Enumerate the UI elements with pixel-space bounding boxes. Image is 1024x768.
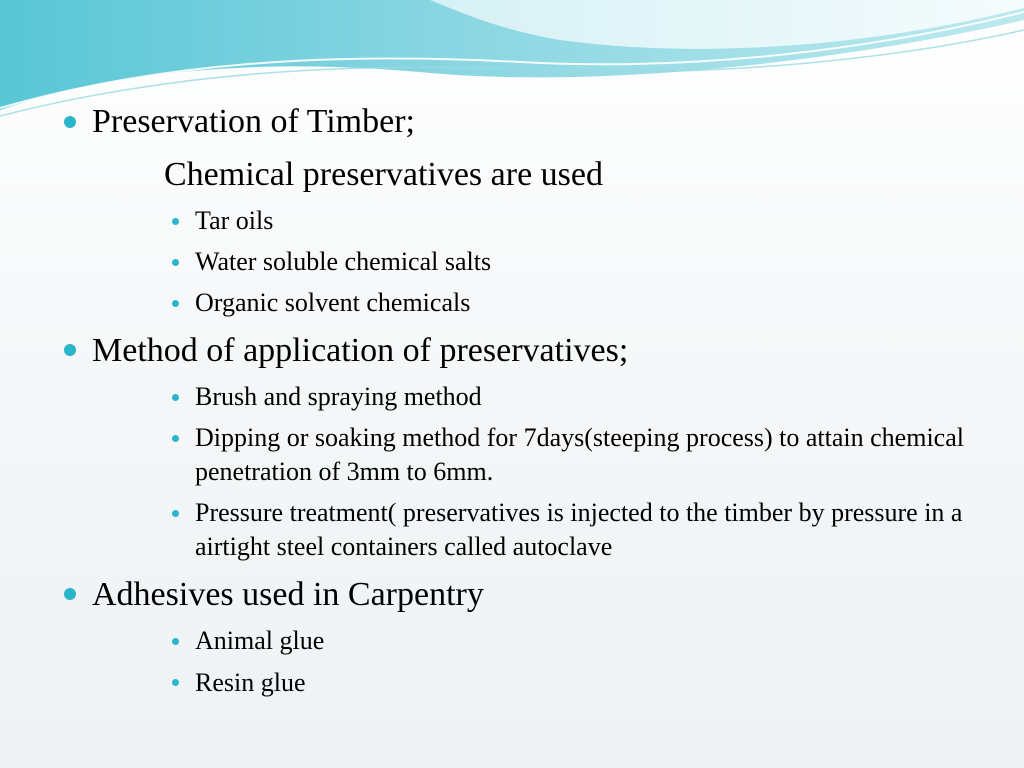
level2-bullet bbox=[172, 394, 179, 401]
list-item: Water soluble chemical salts bbox=[195, 247, 492, 276]
section-heading: Method of application of preservatives; bbox=[92, 332, 629, 369]
section-heading: Preservation of Timber; bbox=[92, 103, 415, 140]
section-subheading: Chemical preservatives are used bbox=[164, 156, 603, 193]
list-item: Tar oils bbox=[195, 206, 274, 235]
level2-bullet bbox=[172, 300, 179, 307]
section-heading: Adhesives used in Carpentry bbox=[92, 576, 484, 613]
level2-bullet bbox=[172, 435, 179, 442]
list-item: Pressure treatment( preservatives is injected to the timber by pressure in a airtight steel containers called autoclave bbox=[195, 498, 963, 561]
level1-bullet bbox=[64, 116, 76, 128]
list-item: Resin glue bbox=[195, 668, 306, 697]
list-item: Animal glue bbox=[195, 626, 325, 655]
level1-bullet bbox=[64, 588, 76, 600]
level2-bullet bbox=[172, 510, 179, 517]
list-item: Brush and spraying method bbox=[195, 382, 482, 411]
level2-bullet bbox=[172, 679, 179, 686]
level2-bullet bbox=[172, 218, 179, 225]
list-item: Dipping or soaking method for 7days(steeping process) to attain chemical penetration of 3mm to 6mm. bbox=[195, 423, 964, 486]
level2-bullet bbox=[172, 638, 179, 645]
level2-bullet bbox=[172, 259, 179, 266]
level1-bullet bbox=[64, 344, 76, 356]
list-item: Organic solvent chemicals bbox=[195, 288, 471, 317]
